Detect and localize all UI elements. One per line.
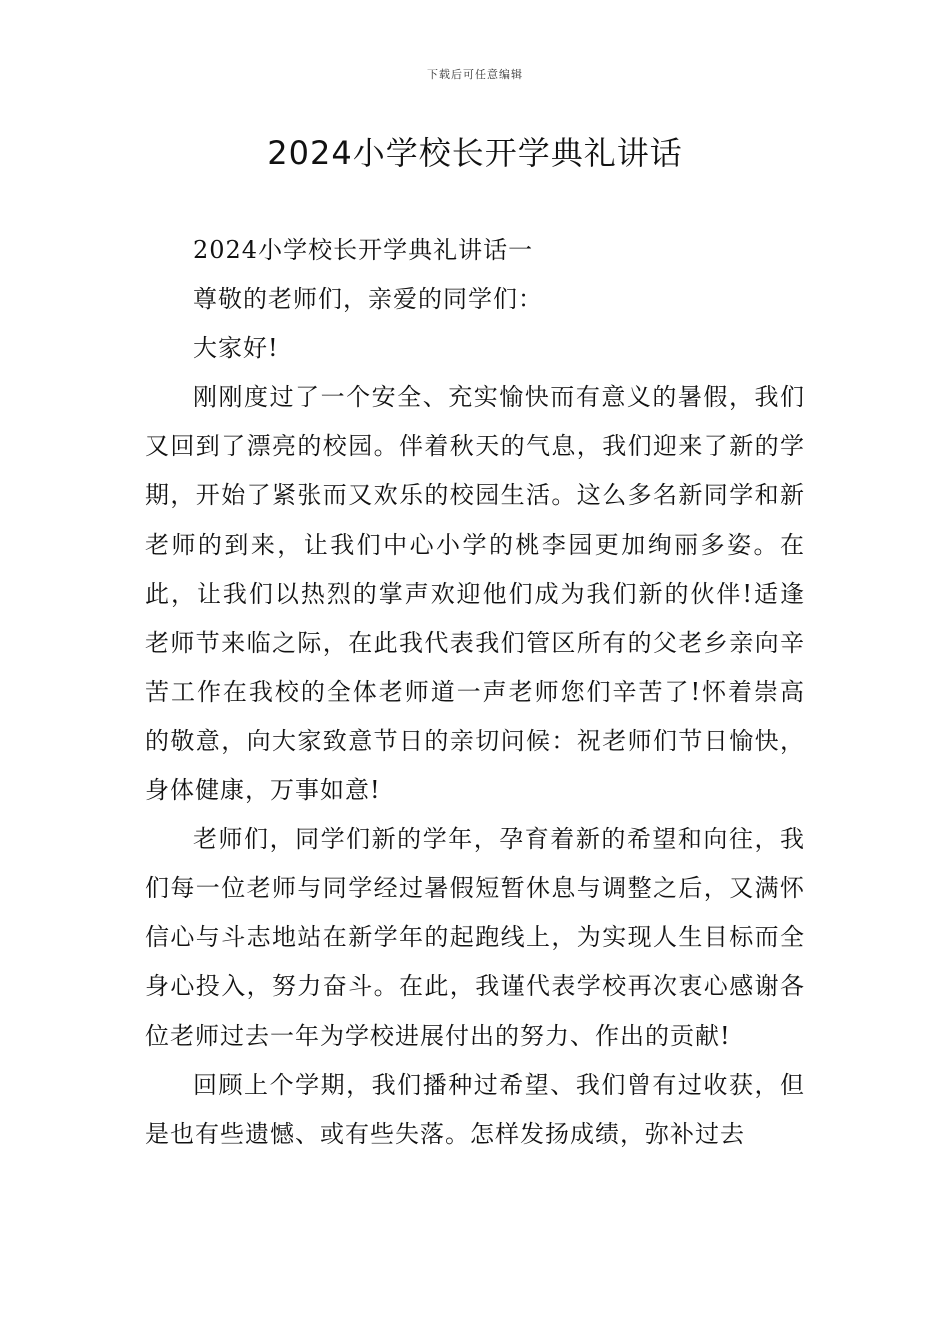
paragraph: 老师们，同学们新的学年，孕育着新的希望和向往，我们每一位老师与同学经过暑假短暂休息与调整之后，又满怀信心与斗志地站在新学年的起跑线上，为实现人生目标而全身心投入，努力奋斗。在此，我谨代表学校再次衷心感谢各位老师过去一年为学校进展付出的努力、作出的贡献! <box>145 825 805 1050</box>
document-title: 2024小学校长开学典礼讲话 <box>267 134 683 172</box>
paragraph: 回顾上个学期，我们播种过希望、我们曾有过收获，但是也有些遗憾、或有些失落。怎样发扬成绩，弥补过去 <box>145 1070 805 1148</box>
paragraph-salutation: 尊敬的老师们，亲爱的同学们： <box>193 285 543 314</box>
paragraph-subtitle: 2024小学校长开学典礼讲话一 <box>193 236 534 264</box>
document-body <box>145 226 805 1159</box>
paragraph: 刚刚度过了一个安全、充实愉快而有意义的暑假，我们又回到了漂亮的校园。伴着秋天的气息，我们迎来了新的学期，开始了紧张而又欢乐的校园生活。这么多名新同学和新老师的到来，让我们中心小学的桃李园更加绚丽多姿。在此，让我们以热烈的掌声欢迎他们成为我们新的伙伴!适逢老师节来临之际，在此我代表我们管区所有的父老乡亲向辛苦工作在我校的全体老师道一声老师您们辛苦了!怀着崇高的敬意，向大家致意节日的亲切问候：祝老师们节日愉快，身体健康，万事如意! <box>145 383 805 805</box>
paragraph-greeting: 大家好! <box>193 334 279 363</box>
header-note: 下载后可任意编辑 <box>427 68 523 81</box>
